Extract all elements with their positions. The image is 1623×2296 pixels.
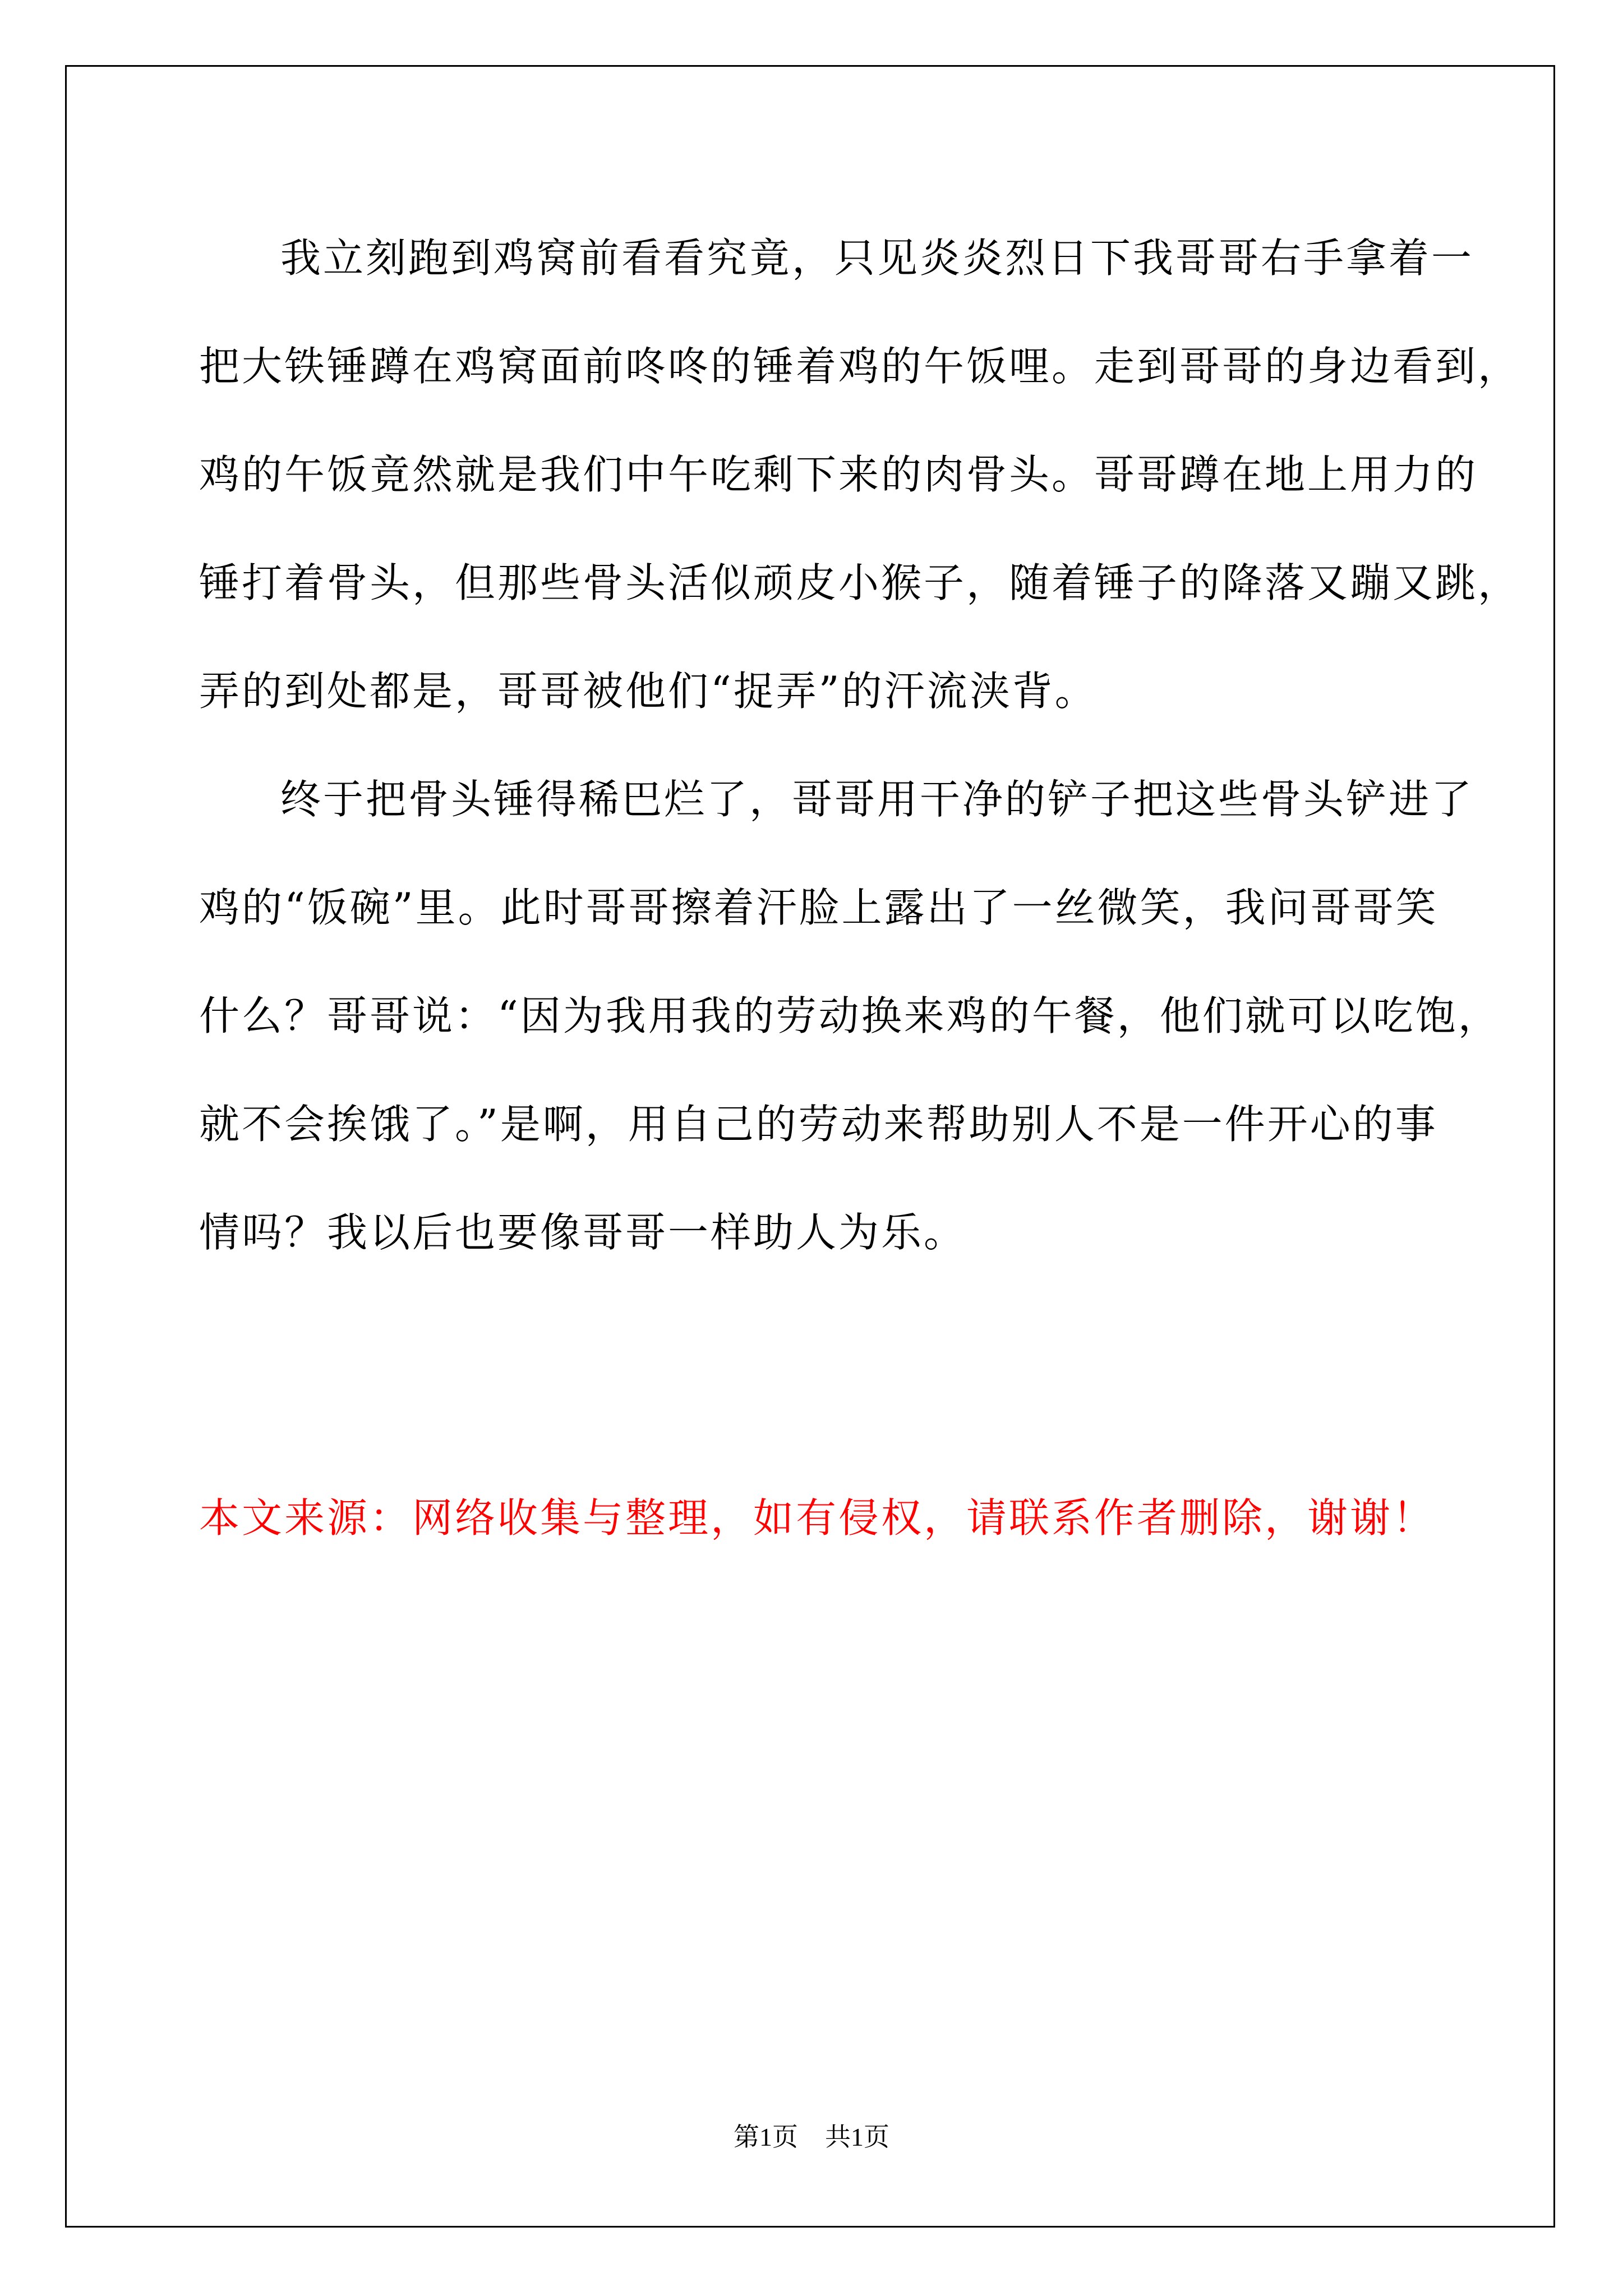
page-total: 共1页 (825, 2123, 889, 2151)
paragraph-line: 我立刻跑到鸡窝前看看究竟，只见炎炎烈日下我哥哥右手拿着一 (280, 234, 1474, 282)
paragraph-line: 情吗？我以后也要像哥哥一样助人为乐。 (199, 1209, 967, 1256)
paragraph-line: 终于把骨头锤得稀巴烂了，哥哥用干净的铲子把这些骨头铲进了 (280, 776, 1474, 823)
paragraph-line: 就不会挨饿了。”是啊，用自己的劳动来帮助别人不是一件开心的事 (199, 1101, 1438, 1148)
paragraph-line: 弄的到处都是，哥哥被他们“捉弄”的汗流浃背。 (199, 668, 1098, 715)
page-footer (0, 2120, 1623, 2154)
paragraph-1 (199, 222, 1521, 763)
paragraph-line: 锤打着骨头，但那些骨头活似顽皮小猴子，随着锤子的降落又蹦又跳， (199, 559, 1521, 606)
source-note: 本文来源：网络收集与整理，如有侵权，请联系作者删除，谢谢！ (199, 1494, 1436, 1542)
paragraph-line: 鸡的午饭竟然就是我们中午吃剩下来的肉骨头。哥哥蹲在地上用力的 (199, 451, 1478, 498)
page-number: 第1页 (734, 2123, 798, 2151)
paragraph-line: 鸡的“饭碗”里。此时哥哥擦着汗脸上露出了一丝微笑，我问哥哥笑 (199, 884, 1438, 931)
paragraph-line: 什么？哥哥说：“因为我用我的劳动换来鸡的午餐，他们就可以吃饱， (199, 992, 1501, 1039)
paragraph-2 (199, 763, 1501, 1304)
document-body (199, 222, 1521, 1304)
paragraph-line: 把大铁锤蹲在鸡窝面前咚咚的锤着鸡的午饭哩。走到哥哥的身边看到， (199, 343, 1521, 390)
